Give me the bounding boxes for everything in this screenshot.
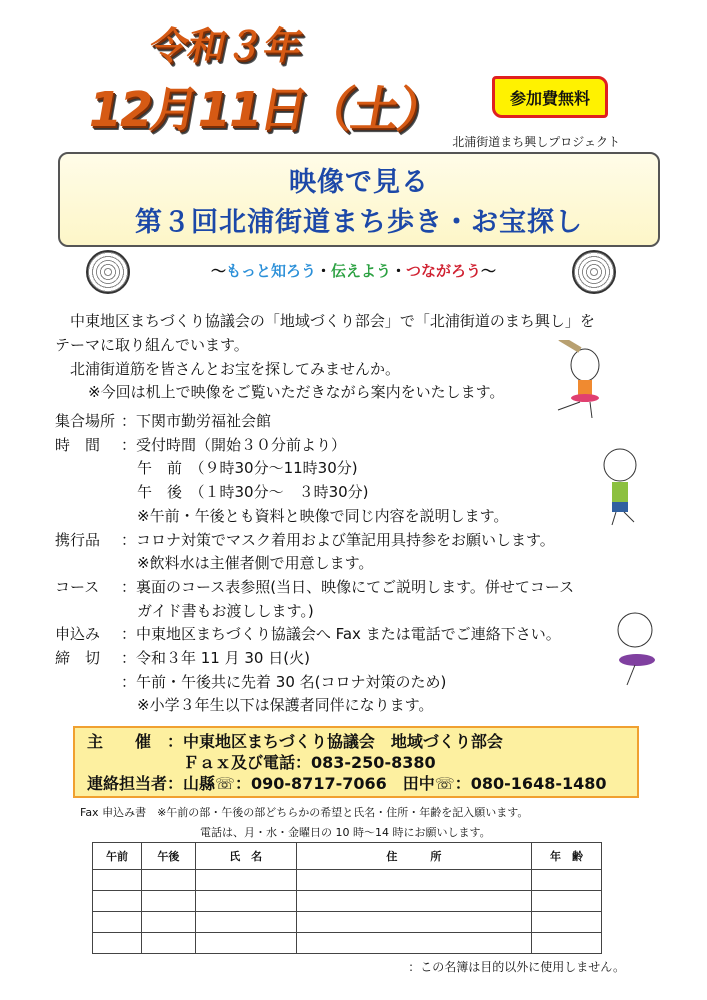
col-am: 午前 (93, 843, 142, 870)
table-row (93, 912, 602, 933)
info-label: 申込み (55, 625, 101, 644)
application-table (92, 842, 602, 954)
tilde: ～ (210, 262, 226, 280)
organizer-contacts: 連絡担当者：山縣☏：090-8717-7066 田中☏：080-1648-1480 (87, 774, 607, 793)
table-cell[interactable] (195, 870, 296, 891)
phone-note: 電話は、月・水・金曜日の 10 時～14 時にお願いします。 (200, 826, 491, 839)
info-text: ：午前・午後共に先着 30 名(コロナ対策のため) (121, 672, 447, 691)
info-label: 締 切 (55, 649, 101, 667)
table-cell[interactable] (93, 933, 142, 954)
organizer-line: 主 催 ：中東地区まちづくり協議会 地域づくり部会 (87, 732, 503, 751)
table-cell[interactable] (532, 912, 602, 933)
table-cell[interactable] (141, 870, 195, 891)
info-label: 時 間 (55, 435, 101, 454)
info-text: ：中東地区まちづくり協議会へ Fax または電話でご連絡下さい。 (121, 625, 561, 644)
table-row (93, 933, 602, 954)
info-text: 午 後 （１時30分～ ３時30分) (137, 483, 369, 502)
table-cell[interactable] (141, 891, 195, 912)
child-illustration-girl (540, 340, 630, 420)
slogan-1: もっと知ろう (225, 262, 316, 280)
info-text: ※午前・午後とも資料と映像で同じ内容を説明します。 (137, 506, 509, 525)
tilde: ～ (481, 262, 497, 280)
dot: ・ (391, 262, 407, 280)
info-text: ：裏面のコース表参照(当日、映像にてご説明します。併せてコース (121, 577, 575, 596)
info-text: ：下関市勤労福祉会館 (121, 412, 272, 430)
subtitle (0, 260, 707, 281)
table-row (93, 870, 602, 891)
project-name: 北浦街道まち興しプロジェクト (452, 135, 620, 149)
col-address: 住 所 (296, 843, 532, 870)
info-text: 午 前 （９時30分～11時30分) (137, 459, 358, 478)
table-cell[interactable] (141, 933, 195, 954)
intro-line: ※今回は机上で映像をご覧いただきながら案内をいたします。 (88, 383, 505, 401)
info-label: 集合場所 (55, 412, 116, 430)
table-cell[interactable] (195, 912, 296, 933)
info-label: 携行品 (55, 530, 101, 549)
table-cell[interactable] (141, 912, 195, 933)
info-text: ：令和３年 11 月 30 日(火) (121, 649, 310, 667)
date-day: 12月11日（土） (83, 82, 449, 138)
info-label: コース (55, 577, 100, 596)
intro-line: 北浦街道筋を皆さんとお宝を探してみませんか。 (70, 360, 401, 378)
intro-line: テーマに取り組んでいます。 (55, 336, 249, 354)
title-banner (58, 152, 660, 247)
fax-note: Fax 申込み書 ※午前の部・午後の部どちらかの希望と氏名・住所・年齢を記入願います。 (80, 806, 529, 819)
table-cell[interactable] (296, 891, 532, 912)
table-cell[interactable] (532, 891, 602, 912)
table-cell[interactable] (296, 870, 532, 891)
child-illustration-girl2 (605, 605, 665, 695)
privacy-note: ：この名簿は目的以外に使用しません。 (408, 960, 625, 974)
organizer-fax: Ｆａｘ及び電話：083-250-8380 (87, 753, 436, 772)
intro-line: 中東地区まちづくり協議会の「地域づくり部会」で「北浦街道のまち興し」を (70, 312, 595, 330)
info-text: ※飲料水は主催者側で用意します。 (137, 554, 374, 573)
table-row (93, 891, 602, 912)
title-line2: 第３回北浦街道まち歩き・お宝探し (135, 207, 583, 238)
table-cell[interactable] (93, 891, 142, 912)
table-cell[interactable] (296, 912, 532, 933)
table-cell[interactable] (195, 891, 296, 912)
table-cell[interactable] (532, 933, 602, 954)
slogan-3: つながろう (406, 262, 482, 280)
child-illustration-boy (590, 440, 650, 530)
date-year: 令和３年 (145, 24, 307, 68)
slogan-2: 伝えよう (330, 262, 391, 280)
title-line1: 映像で見る (289, 167, 429, 198)
info-text: ：コロナ対策でマスク着用および筆記用具持参をお願いします。 (121, 530, 555, 549)
table-cell[interactable] (195, 933, 296, 954)
organizer-box (73, 726, 639, 798)
dot: ・ (315, 262, 331, 280)
info-text: ：受付時間（開始３０分前より） (121, 435, 347, 454)
col-name: 氏 名 (195, 843, 296, 870)
table-cell[interactable] (296, 933, 532, 954)
col-pm: 午後 (141, 843, 195, 870)
table-cell[interactable] (93, 870, 142, 891)
free-admission-badge: 参加費無料 (492, 76, 608, 118)
col-age: 年 齢 (532, 843, 602, 870)
table-cell[interactable] (93, 912, 142, 933)
info-text: ※小学３年生以下は保護者同伴になります。 (137, 696, 434, 715)
table-header-row (93, 843, 602, 870)
table-cell[interactable] (532, 870, 602, 891)
info-text: ガイド書もお渡しします。) (137, 601, 314, 620)
